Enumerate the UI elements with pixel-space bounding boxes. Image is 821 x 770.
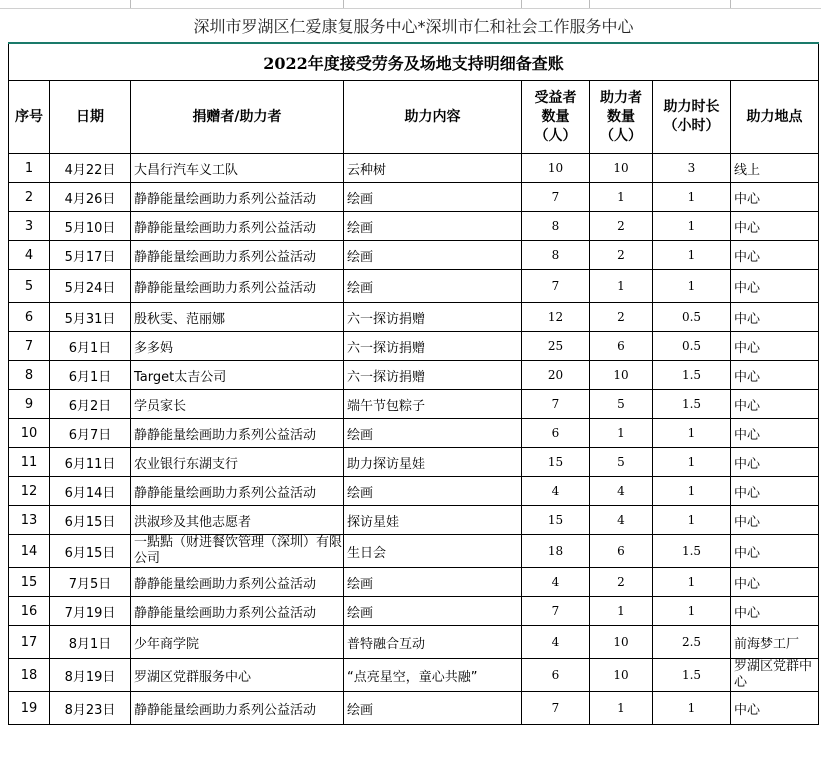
cell-hours[interactable]: 0.5 bbox=[653, 303, 731, 332]
cell-donor[interactable]: 学员家长 bbox=[131, 390, 344, 419]
cell-no[interactable]: 11 bbox=[9, 448, 50, 477]
header-donor[interactable]: 捐赠者/助力者 bbox=[131, 81, 344, 154]
cell-content[interactable]: 普特融合互动 bbox=[344, 626, 522, 659]
cell-location[interactable]: 中心 bbox=[731, 419, 819, 448]
cell-donor[interactable]: 静静能量绘画助力系列公益活动 bbox=[131, 419, 344, 448]
cell-no[interactable]: 7 bbox=[9, 332, 50, 361]
table-row bbox=[9, 332, 819, 361]
cell-beneficiaries[interactable]: 7 bbox=[522, 270, 590, 303]
cell-beneficiaries[interactable]: 7 bbox=[522, 692, 590, 725]
cell-no[interactable]: 6 bbox=[9, 303, 50, 332]
table-row bbox=[9, 241, 819, 270]
cell-no[interactable]: 14 bbox=[9, 535, 50, 568]
cell-hours[interactable]: 1 bbox=[653, 477, 731, 506]
cell-location[interactable]: 中心 bbox=[731, 332, 819, 361]
cell-content[interactable]: 绘画 bbox=[344, 568, 522, 597]
cell-hours[interactable]: 1 bbox=[653, 448, 731, 477]
cell-hours[interactable]: 1 bbox=[653, 183, 731, 212]
cell-date[interactable]: 8月23日 bbox=[50, 692, 131, 725]
cell-hours[interactable]: 0.5 bbox=[653, 332, 731, 361]
table-row bbox=[9, 692, 819, 725]
cell-donor[interactable]: 静静能量绘画助力系列公益活动 bbox=[131, 597, 344, 626]
table-row bbox=[9, 419, 819, 448]
cell-date[interactable]: 7月5日 bbox=[50, 568, 131, 597]
cell-helpers[interactable]: 1 bbox=[590, 183, 653, 212]
cell-beneficiaries[interactable]: 18 bbox=[522, 535, 590, 568]
cell-no[interactable]: 3 bbox=[9, 212, 50, 241]
cell-helpers[interactable]: 5 bbox=[590, 448, 653, 477]
table-row bbox=[9, 626, 819, 659]
cell-donor[interactable]: 大昌行汽车义工队 bbox=[131, 154, 344, 183]
cell-donor[interactable]: 静静能量绘画助力系列公益活动 bbox=[131, 183, 344, 212]
cell-location[interactable]: 中心 bbox=[731, 183, 819, 212]
cell-beneficiaries[interactable]: 25 bbox=[522, 332, 590, 361]
cell-date[interactable]: 8月1日 bbox=[50, 626, 131, 659]
cell-content[interactable]: 六一探访捐赠 bbox=[344, 303, 522, 332]
cell-location[interactable]: 中心 bbox=[731, 361, 819, 390]
cell-beneficiaries[interactable]: 4 bbox=[522, 568, 590, 597]
cell-location[interactable]: 中心 bbox=[731, 241, 819, 270]
cell-beneficiaries[interactable]: 20 bbox=[522, 361, 590, 390]
cell-date[interactable]: 6月1日 bbox=[50, 361, 131, 390]
cell-date[interactable]: 6月15日 bbox=[50, 535, 131, 568]
cell-donor[interactable]: 静静能量绘画助力系列公益活动 bbox=[131, 692, 344, 725]
cell-date[interactable]: 4月22日 bbox=[50, 154, 131, 183]
cell-helpers[interactable]: 10 bbox=[590, 659, 653, 692]
cell-hours[interactable]: 1.5 bbox=[653, 390, 731, 419]
header-hours[interactable]: 助力时长（小时） bbox=[653, 81, 731, 154]
cell-helpers[interactable]: 6 bbox=[590, 332, 653, 361]
cell-donor[interactable]: 洪淑珍及其他志愿者 bbox=[131, 506, 344, 535]
cell-hours[interactable]: 1 bbox=[653, 419, 731, 448]
cell-hours[interactable]: 1.5 bbox=[653, 361, 731, 390]
ledger-table bbox=[8, 8, 819, 725]
table-row bbox=[9, 535, 819, 568]
cell-hours[interactable]: 1 bbox=[653, 568, 731, 597]
cell-beneficiaries[interactable]: 6 bbox=[522, 419, 590, 448]
cell-beneficiaries[interactable]: 4 bbox=[522, 626, 590, 659]
cell-no[interactable]: 9 bbox=[9, 390, 50, 419]
cell-content[interactable]: 绘画 bbox=[344, 212, 522, 241]
cell-content[interactable]: 绘画 bbox=[344, 241, 522, 270]
cell-location[interactable]: 线上 bbox=[731, 154, 819, 183]
cell-content[interactable]: 绘画 bbox=[344, 477, 522, 506]
cell-helpers[interactable]: 1 bbox=[590, 692, 653, 725]
table-row bbox=[9, 477, 819, 506]
table-row bbox=[9, 361, 819, 390]
header-helpers[interactable]: 助力者数量（人） bbox=[590, 81, 653, 154]
cell-no[interactable]: 16 bbox=[9, 597, 50, 626]
cell-donor[interactable]: 静静能量绘画助力系列公益活动 bbox=[131, 241, 344, 270]
cell-beneficiaries[interactable]: 15 bbox=[522, 506, 590, 535]
cell-content[interactable]: 六一探访捐赠 bbox=[344, 361, 522, 390]
cell-helpers[interactable]: 2 bbox=[590, 241, 653, 270]
cell-hours[interactable]: 1 bbox=[653, 597, 731, 626]
cell-location[interactable]: 前海梦工厂 bbox=[731, 626, 819, 659]
cell-content[interactable]: 云种树 bbox=[344, 154, 522, 183]
cell-hours[interactable]: 1.5 bbox=[653, 535, 731, 568]
header-location[interactable]: 助力地点 bbox=[731, 81, 819, 154]
cell-content[interactable]: 绘画 bbox=[344, 419, 522, 448]
cell-date[interactable]: 4月26日 bbox=[50, 183, 131, 212]
cell-content[interactable]: 绘画 bbox=[344, 692, 522, 725]
table-row bbox=[9, 659, 819, 692]
cell-date[interactable]: 5月24日 bbox=[50, 270, 131, 303]
cell-helpers[interactable]: 5 bbox=[590, 390, 653, 419]
table-row bbox=[9, 270, 819, 303]
cell-date[interactable]: 6月15日 bbox=[50, 506, 131, 535]
cell-helpers[interactable]: 2 bbox=[590, 212, 653, 241]
table-row bbox=[9, 154, 819, 183]
cell-no[interactable]: 4 bbox=[9, 241, 50, 270]
cell-donor[interactable]: 少年商学院 bbox=[131, 626, 344, 659]
cell-no[interactable]: 15 bbox=[9, 568, 50, 597]
cell-date[interactable]: 6月14日 bbox=[50, 477, 131, 506]
table-row bbox=[9, 568, 819, 597]
cell-no[interactable]: 12 bbox=[9, 477, 50, 506]
cell-location[interactable]: 中心 bbox=[731, 448, 819, 477]
cell-location[interactable]: 中心 bbox=[731, 597, 819, 626]
cell-helpers[interactable]: 10 bbox=[590, 626, 653, 659]
cell-beneficiaries[interactable]: 7 bbox=[522, 390, 590, 419]
cell-no[interactable]: 19 bbox=[9, 692, 50, 725]
table-title: 2022年度接受劳务及场地支持明细备查账 bbox=[9, 43, 819, 81]
cell-beneficiaries[interactable]: 8 bbox=[522, 212, 590, 241]
table-row bbox=[9, 597, 819, 626]
cell-helpers[interactable]: 10 bbox=[590, 154, 653, 183]
cell-donor[interactable]: Target太吉公司 bbox=[131, 361, 344, 390]
header-content[interactable]: 助力内容 bbox=[344, 81, 522, 154]
cell-no[interactable]: 8 bbox=[9, 361, 50, 390]
cell-location[interactable]: 中心 bbox=[731, 535, 819, 568]
cell-location[interactable]: 中心 bbox=[731, 390, 819, 419]
header-no[interactable]: 序号 bbox=[9, 81, 50, 154]
cell-donor[interactable]: 罗湖区党群服务中心 bbox=[131, 659, 344, 692]
cell-date[interactable]: 7月19日 bbox=[50, 597, 131, 626]
cell-no[interactable]: 1 bbox=[9, 154, 50, 183]
cell-helpers[interactable]: 2 bbox=[590, 568, 653, 597]
cell-location[interactable]: 罗湖区党群中心 bbox=[731, 659, 819, 692]
cell-hours[interactable]: 1 bbox=[653, 212, 731, 241]
cell-helpers[interactable]: 1 bbox=[590, 597, 653, 626]
header-date[interactable]: 日期 bbox=[50, 81, 131, 154]
cell-helpers[interactable]: 1 bbox=[590, 270, 653, 303]
cell-beneficiaries[interactable]: 10 bbox=[522, 154, 590, 183]
table-row bbox=[9, 506, 819, 535]
cell-hours[interactable]: 1 bbox=[653, 692, 731, 725]
cell-helpers[interactable]: 6 bbox=[590, 535, 653, 568]
cell-helpers[interactable]: 4 bbox=[590, 477, 653, 506]
table-row bbox=[9, 183, 819, 212]
table-row bbox=[9, 448, 819, 477]
cell-content[interactable]: 生日会 bbox=[344, 535, 522, 568]
cell-no[interactable]: 5 bbox=[9, 270, 50, 303]
cell-hours[interactable]: 1 bbox=[653, 270, 731, 303]
cell-donor[interactable]: 静静能量绘画助力系列公益活动 bbox=[131, 477, 344, 506]
cell-content[interactable]: 绘画 bbox=[344, 183, 522, 212]
cell-content[interactable]: “点亮星空，童心共融” bbox=[344, 659, 522, 692]
cell-hours[interactable]: 2.5 bbox=[653, 626, 731, 659]
cell-date[interactable]: 6月11日 bbox=[50, 448, 131, 477]
cell-beneficiaries[interactable]: 7 bbox=[522, 183, 590, 212]
cell-donor[interactable]: 静静能量绘画助力系列公益活动 bbox=[131, 270, 344, 303]
cell-content[interactable]: 助力探访星娃 bbox=[344, 448, 522, 477]
cell-date[interactable]: 6月7日 bbox=[50, 419, 131, 448]
cell-donor[interactable]: 一點點（财进餐饮管理（深圳）有限公司 bbox=[131, 535, 344, 568]
cell-content[interactable]: 端午节包粽子 bbox=[344, 390, 522, 419]
cell-donor[interactable]: 殷秋雯、范丽娜 bbox=[131, 303, 344, 332]
cell-date[interactable]: 5月10日 bbox=[50, 212, 131, 241]
cell-beneficiaries[interactable]: 12 bbox=[522, 303, 590, 332]
cell-hours[interactable]: 1 bbox=[653, 241, 731, 270]
cell-donor[interactable]: 静静能量绘画助力系列公益活动 bbox=[131, 568, 344, 597]
cell-location[interactable]: 中心 bbox=[731, 568, 819, 597]
cell-location[interactable]: 中心 bbox=[731, 506, 819, 535]
cell-no[interactable]: 13 bbox=[9, 506, 50, 535]
cell-hours[interactable]: 1 bbox=[653, 506, 731, 535]
cell-beneficiaries[interactable]: 15 bbox=[522, 448, 590, 477]
table-row bbox=[9, 212, 819, 241]
cell-no[interactable]: 18 bbox=[9, 659, 50, 692]
cell-content[interactable]: 探访星娃 bbox=[344, 506, 522, 535]
cell-donor[interactable]: 农业银行东湖支行 bbox=[131, 448, 344, 477]
cell-content[interactable]: 六一探访捐赠 bbox=[344, 332, 522, 361]
cell-helpers[interactable]: 2 bbox=[590, 303, 653, 332]
cell-date[interactable]: 6月2日 bbox=[50, 390, 131, 419]
cell-date[interactable]: 8月19日 bbox=[50, 659, 131, 692]
cell-hours[interactable]: 3 bbox=[653, 154, 731, 183]
table-row bbox=[9, 303, 819, 332]
cell-location[interactable]: 中心 bbox=[731, 477, 819, 506]
cell-beneficiaries[interactable]: 7 bbox=[522, 597, 590, 626]
cell-no[interactable]: 17 bbox=[9, 626, 50, 659]
cell-donor[interactable]: 多多妈 bbox=[131, 332, 344, 361]
cell-location[interactable]: 中心 bbox=[731, 212, 819, 241]
cell-location[interactable]: 中心 bbox=[731, 692, 819, 725]
cell-helpers[interactable]: 1 bbox=[590, 419, 653, 448]
cell-no[interactable]: 2 bbox=[9, 183, 50, 212]
cell-no[interactable]: 10 bbox=[9, 419, 50, 448]
cell-beneficiaries[interactable]: 4 bbox=[522, 477, 590, 506]
cell-date[interactable]: 6月1日 bbox=[50, 332, 131, 361]
cell-location[interactable]: 中心 bbox=[731, 303, 819, 332]
cell-date[interactable]: 5月17日 bbox=[50, 241, 131, 270]
cell-date[interactable]: 5月31日 bbox=[50, 303, 131, 332]
cell-content[interactable]: 绘画 bbox=[344, 597, 522, 626]
cell-location[interactable]: 中心 bbox=[731, 270, 819, 303]
cell-beneficiaries[interactable]: 6 bbox=[522, 659, 590, 692]
cell-content[interactable]: 绘画 bbox=[344, 270, 522, 303]
cell-helpers[interactable]: 4 bbox=[590, 506, 653, 535]
cell-beneficiaries[interactable]: 8 bbox=[522, 241, 590, 270]
cell-donor[interactable]: 静静能量绘画助力系列公益活动 bbox=[131, 212, 344, 241]
cell-hours[interactable]: 1.5 bbox=[653, 659, 731, 692]
cell-helpers[interactable]: 10 bbox=[590, 361, 653, 390]
header-beneficiaries[interactable]: 受益者数量（人） bbox=[522, 81, 590, 154]
org-title: 深圳市罗湖区仁爱康复服务中心*深圳市仁和社会工作服务中心 bbox=[9, 8, 819, 43]
table-row bbox=[9, 390, 819, 419]
